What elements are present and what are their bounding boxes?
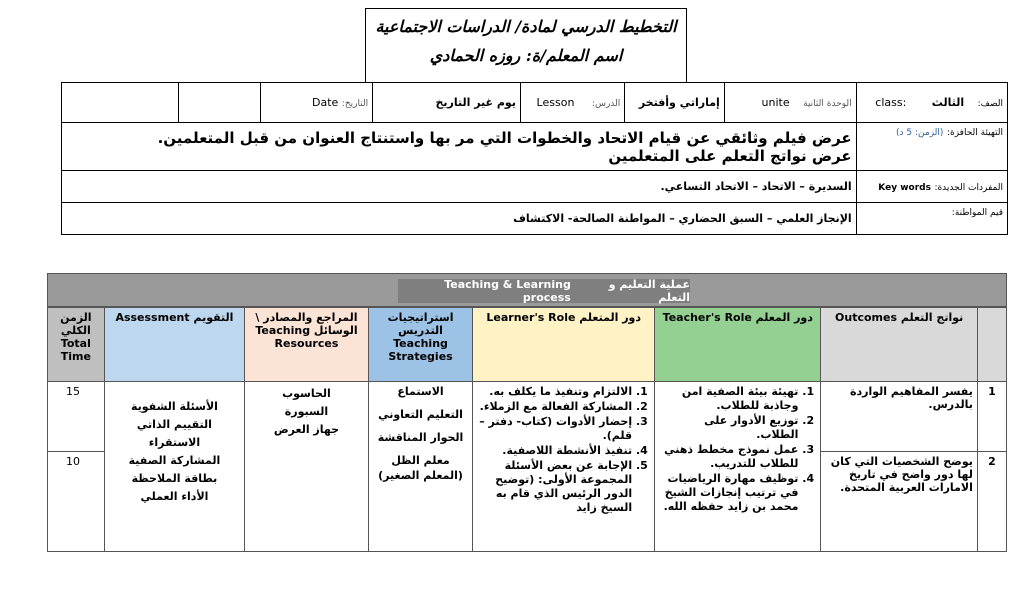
header-strategies: استراتيجيات التدريس Teaching Strategies [368, 308, 473, 382]
lesson-label-en: Lesson [536, 96, 575, 109]
learner-role-item: 1. الالتزام وتنفيذ ما يكلف به. [477, 385, 632, 399]
date-cell [260, 83, 373, 123]
values-row [62, 203, 1008, 235]
learner-role-item: 3. إحضار الأدوات (كتاب- دفتر – قلم). [477, 415, 632, 443]
process-banner-en: Teaching & Learning process [444, 278, 571, 304]
header-outcomes: نواتج التعلم Outcomes [821, 308, 977, 382]
unit-cell [724, 83, 856, 123]
vocab-label: المفردات الجديدة: [934, 183, 1003, 193]
teacher-role-cell [655, 382, 821, 552]
lesson-label: الدرس: [591, 99, 621, 109]
assessment-item: الأسئلة الشفوية [130, 400, 218, 413]
info-row [62, 83, 1008, 123]
resource-item: الحاسوب [282, 387, 331, 400]
strategy-item: معلم الظل [391, 454, 450, 467]
strategy-item: الاستماع [397, 385, 444, 398]
intro-label: التهيئة الحافزة: [946, 128, 1003, 138]
intro-label-cell [856, 123, 1007, 171]
teacher-name: اسم المعلم/ة: روزه الحمادي [429, 46, 623, 65]
header-assessment: التقويم Assessment [104, 308, 245, 382]
class-label: :class [875, 96, 907, 109]
row-number: 1 [977, 382, 1006, 452]
outcome-cell: يفسر المفاهيم الواردة بالدرس. [821, 382, 977, 452]
process-row-1 [48, 382, 1007, 452]
assessment-item: الاستقراء [148, 436, 201, 449]
process-table [47, 307, 1007, 552]
resource-item: السبورة [284, 405, 329, 418]
date-label-en: Date [311, 96, 339, 109]
unit-value: إماراتي وأفتخر [625, 83, 725, 123]
intro-line-2: عرض نواتج التعلم على المتعلمين [608, 146, 852, 165]
learner-role-item: 5. الإجابة عن بعض الأسئلة المجموعة الأولى: (توضيح الدور الرئيس الذي قام به السيخ زايد [477, 459, 632, 515]
unit-label-en: unite [761, 96, 790, 109]
lesson-cell [520, 83, 624, 123]
time-cell: 15 [48, 382, 105, 452]
assessment-item: الأداء العملي [140, 490, 209, 503]
resource-item: جهاز العرض [273, 423, 340, 436]
header-resources: المراجع والمصادر \ الوسائل Teaching Resources [245, 308, 369, 382]
intro-line-1: عرض فيلم وثائقي عن قيام الاتحاد والخطوات التي مر بها واستنتاج العنوان من قبل المتعلمين. [157, 128, 852, 147]
learner-role-cell [473, 382, 655, 552]
unit-label: الوحدة الثانية [803, 99, 852, 109]
intro-row [62, 123, 1008, 171]
grade-cell [856, 83, 1007, 123]
strategies-cell [368, 382, 473, 552]
date-label: التاريخ: [341, 99, 369, 109]
values-content: الإنجاز العلمي – السبق الحضاري – المواطنة الصالحة- الاكتشاف [62, 203, 857, 235]
lesson-value: يوم غير التاريخ [373, 83, 521, 123]
header-learner-role: دور المتعلم Learner's Role [473, 308, 655, 382]
strategy-item: (المعلم الصغير) [378, 469, 463, 482]
process-banner-ar: عملية التعليم و التعلم [608, 278, 690, 304]
header-teacher-role: دور المعلم Teacher's Role [655, 308, 821, 382]
assessment-item: التقييم الذاتي [136, 418, 212, 431]
learner-role-item: 2. المشاركة الفعالة مع الزملاء. [477, 400, 632, 414]
vocab-label-en: Key words [878, 183, 931, 193]
lesson-info-table [61, 82, 1008, 235]
header-number [977, 308, 1006, 382]
resources-cell [245, 382, 369, 552]
vocab-row [62, 171, 1008, 203]
row-number: 2 [977, 452, 1006, 552]
intro-content [62, 123, 857, 171]
lesson-plan-title: التخطيط الدرسي لمادة/ الدراسات الاجتماعية [375, 17, 677, 36]
header-total-time: الزمن الكلي Total Time [48, 308, 105, 382]
time-cell: 10 [48, 452, 105, 552]
values-label-cell [856, 203, 1007, 235]
grade-value: الثالث [931, 96, 965, 109]
teacher-role-item: 2. توزيع الأدوار على الطلاب. [659, 414, 798, 442]
values-label: قيم المواطنة: [951, 208, 1003, 218]
process-banner [398, 279, 690, 303]
assessment-item: بطاقة الملاحظة [131, 472, 218, 485]
strategy-item: الحوار المناقشة [377, 431, 464, 444]
lesson-title-box [365, 8, 687, 83]
strategy-item: التعليم التعاوني [378, 408, 463, 421]
teacher-role-item: 4. توظيف مهارة الرياضيات في ترتيب إنجازات الشيخ محمد بن زايد حفظه الله. [659, 472, 798, 514]
process-header-row [48, 308, 1007, 382]
grade-label: الصف: [977, 99, 1003, 109]
outcome-cell: يوضح الشخصيات التي كان لها دور واضح في تاريخ الامارات العربية المتحدة. [821, 452, 977, 552]
teacher-role-item: 1. تهيئة بيئة الصفية امن وجاذبة للطلاب. [659, 385, 798, 413]
date-value[interactable] [179, 83, 260, 123]
vocab-label-cell [856, 171, 1007, 203]
assessment-cell [104, 382, 245, 552]
assessment-item: المشاركة الصفية [128, 454, 221, 467]
intro-time: (الزمن: 5 د) [896, 128, 944, 138]
empty-cell [62, 83, 179, 123]
teacher-role-item: 3. عمل نموذج مخطط ذهني للطلاب للتدريب. [659, 443, 798, 471]
learner-role-item: 4. تنفيذ الأنشطة اللاصفية. [477, 444, 632, 458]
vocab-content: السديرة – الاتحاد – الاتحاد التساعي. [62, 171, 857, 203]
